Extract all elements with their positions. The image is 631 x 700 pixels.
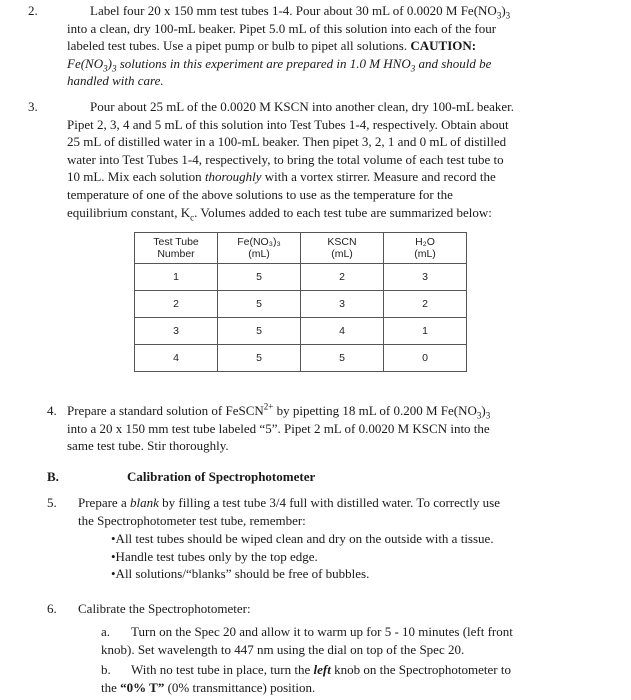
table-row [135, 345, 467, 372]
step-2-text: Label four 20 x 150 mm test tubes 1-4. Pour about 30 mL of 0.0020 M $Fe(NO_3)_3$ into a clean, dry 100-mL beaker. Pipet 5.0 mL of this solution into each of the four labeled test tubes. Use a pipet pump or bulb to pipet all solutions. CAUTION: $Fe(NO_3)_3$ solutions in this experiment are prepared in 1.0 M $HNO_3$ and should be handled with care. [67, 3, 511, 89]
step-6a-label: a. [101, 624, 111, 639]
table-cell: 5 [301, 345, 384, 372]
table-cell: 5 [218, 318, 301, 345]
list-item: •Handle test tubes only by the top edge. [111, 548, 318, 564]
header-fe-no3: Fe(NO₃)₃ (mL) [218, 233, 301, 264]
step-6b-label: b. [101, 662, 111, 677]
table-cell: 4 [301, 318, 384, 345]
table-cell: 3 [301, 291, 384, 318]
table-cell: 5 [218, 264, 301, 291]
section-b-title: Calibration of Spectrophotometer [127, 469, 316, 484]
step-2-number: 2. [28, 3, 38, 18]
step-4-text: Prepare a standard solution of FeSCN$^{2+}$ by pipetting 18 mL of 0.200 M $Fe(NO_3)_3$ into a 20 x 150 mm test tube labeled “5”. Pipet 2 mL of 0.0020 M KSCN into the same test tube. Stir thoroughly. [67, 401, 491, 454]
table-cell: 1 [384, 318, 467, 345]
table-cell: 3 [384, 264, 467, 291]
step-3-number: 3. [28, 99, 38, 114]
step-6-number: 6. [47, 601, 57, 616]
table-cell: 2 [384, 291, 467, 318]
table-row [135, 291, 467, 318]
step-5-text: Prepare a blank by filling a test tube 3/4 full with distilled water. To correctly use the Spectrophotometer test tube, remember: [78, 495, 500, 528]
step-5-number: 5. [47, 495, 57, 510]
table-cell: 5 [218, 291, 301, 318]
table-cell: 3 [135, 318, 218, 345]
step-6-title: Calibrate the Spectrophotometer: [78, 601, 251, 616]
table-cell: 2 [301, 264, 384, 291]
table-cell: 1 [135, 264, 218, 291]
section-b-label: B. [47, 469, 59, 484]
step-6b-text: With no test tube in place, turn the left knob on the Spectrophotometer to the “0% T” (0% transmittance) position. [101, 662, 512, 695]
list-item: •All solutions/“blanks” should be free of bubbles. [111, 566, 370, 582]
table-header-row [135, 233, 467, 264]
header-kscn: KSCN (mL) [301, 233, 384, 264]
header-h2o: H₂O (mL) [384, 233, 467, 264]
volumes-table [134, 232, 467, 372]
step-3-text: Pour about 25 mL of the 0.0020 M KSCN into another clean, dry 100-mL beaker. Pipet 2, 3, 4 and 5 mL of this solution into Test Tubes 1-4, respectively. Obtain about 25 mL of distilled water in a 100-mL beaker. Then pipet 3, 2, 1 and 0 mL of distilled water into Test Tubes 1-4, respectively, to bring the total volume of each test tube to 10 mL. Mix each solution thoroughly with a vortex stirrer. Measure and record the temperature of one of the above solutions to use as the temperature for the equilibrium constant, $K_c$. Volumes added to each test tube are summarized below: [67, 99, 514, 223]
table-cell: 2 [135, 291, 218, 318]
table-cell: 4 [135, 345, 218, 372]
step-4-number: 4. [47, 403, 57, 418]
step-5-bullets [111, 530, 631, 583]
table-row [135, 264, 467, 291]
table-cell: 5 [218, 345, 301, 372]
list-item: •All test tubes should be wiped clean and dry on the outside with a tissue. [111, 531, 494, 546]
header-test-tube: Test Tube Number [135, 233, 218, 264]
step-6a-text: Turn on the Spec 20 and allow it to warm up for 5 - 10 minutes (left front knob). Set wavelength to 447 nm using the dial on top of the Spec 20. [101, 624, 513, 657]
table-row [135, 318, 467, 345]
table-cell: 0 [384, 345, 467, 372]
